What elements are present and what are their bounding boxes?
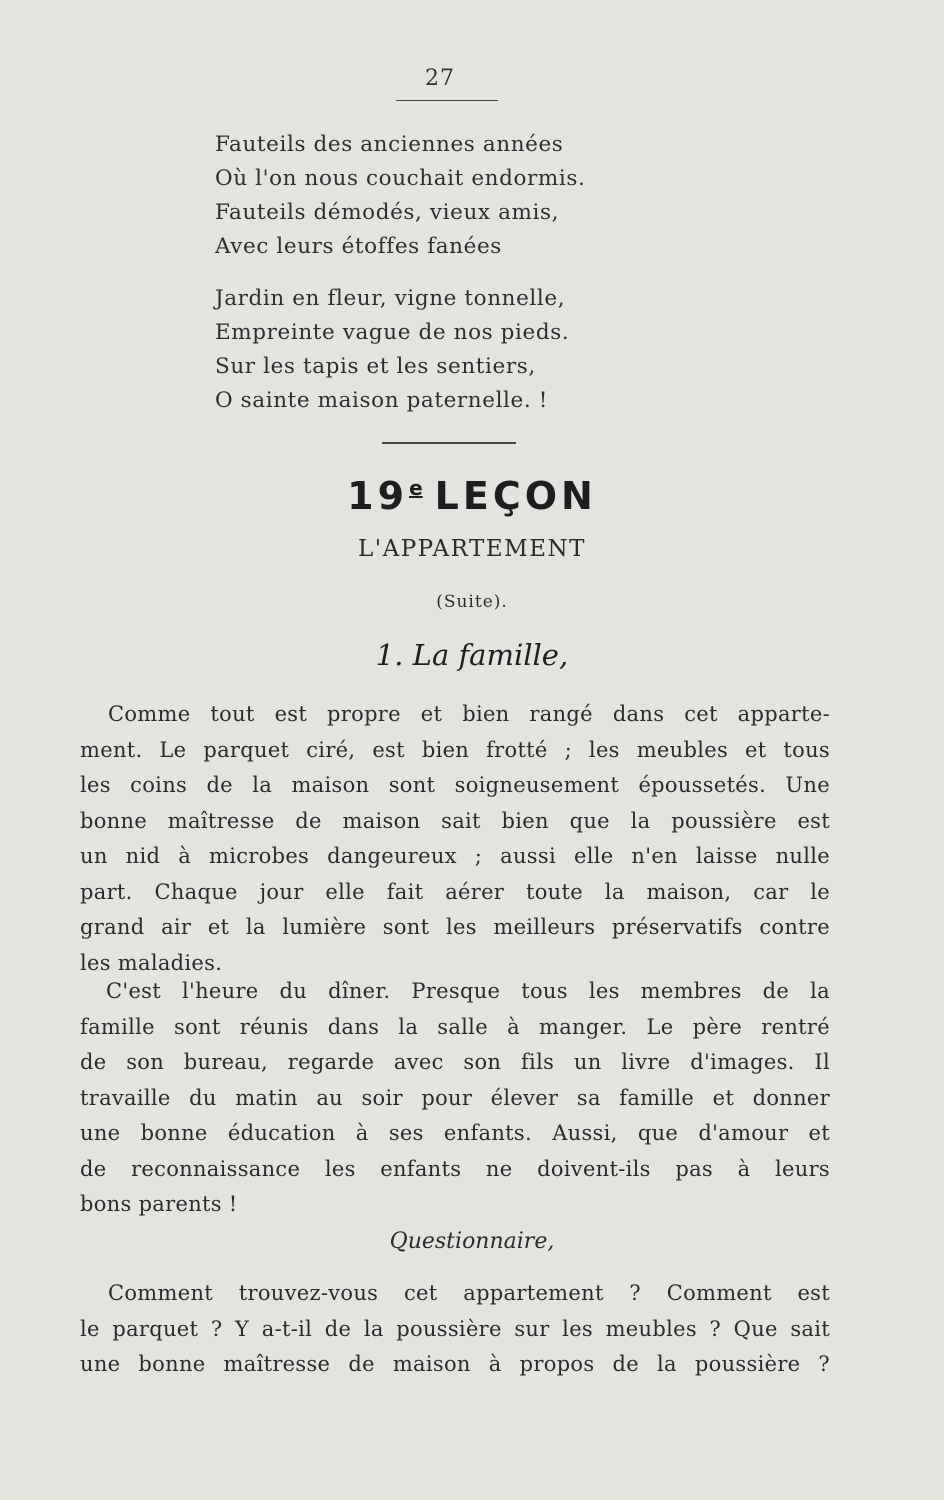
section-divider [382, 442, 516, 444]
paragraph-line: de son bureau, regarde avec son fils un livre d'images. Il [80, 1050, 830, 1074]
paragraph-line: travaille du matin au soir pour élever sa famille et donner [80, 1085, 830, 1110]
questionnaire-line: le parquet ? Y a-t-il de la poussière sur les meubles ? Que sait [80, 1316, 830, 1341]
paragraph-line: les maladies. [80, 950, 223, 975]
paragraph-line: bonne maîtresse de maison sait bien que la poussière est [80, 808, 830, 833]
paragraph-line: les coins de la maison sont soigneusement époussetés. Une [80, 773, 830, 797]
paragraph-line: part. Chaque jour elle fait aérer toute la maison, car le [80, 879, 830, 904]
page-number-rule [396, 100, 498, 101]
poem-line: Fauteils démodés, vieux amis, [215, 200, 560, 225]
paragraph-1 [80, 697, 830, 981]
paragraph-line: bons parents ! [80, 1192, 238, 1216]
poem-stanza-1 [215, 128, 775, 264]
poem-line: Fauteils des anciennes années [215, 132, 564, 157]
lesson-title [272, 474, 672, 518]
paragraph-line: Comme tout est propre et bien rangé dans cet apparte- [108, 702, 830, 726]
paragraph-line: un nid à microbes dangeureux ; aussi elle n'en laisse nulle [80, 844, 830, 868]
questionnaire-line: une bonne maîtresse de maison à propos de la poussière ? [80, 1352, 830, 1376]
poem-stanza-2 [215, 282, 775, 418]
poem-line: Jardin en fleur, vigne tonnelle, [215, 286, 566, 311]
lesson-suite: (Suite). [436, 592, 508, 612]
lesson-subtitle: L'APPARTEMENT [357, 536, 586, 562]
questionnaire-line: Comment trouvez-vous cet appartement ? Comment est [108, 1281, 830, 1305]
poem-line: Où l'on nous couchait endormis. [215, 166, 586, 191]
paragraph-line: de reconnaissance les enfants ne doivent-ils pas à leurs [80, 1156, 830, 1181]
questionnaire-heading: Questionnaire, [389, 1229, 555, 1254]
paragraph-line: C'est l'heure du dîner. Presque tous les membres de la [106, 979, 830, 1003]
lesson-word: LEÇON [434, 474, 597, 518]
section-heading: 1. La famille, [375, 638, 569, 672]
page-number: 27 [425, 66, 455, 91]
lesson-ordinal: e [409, 476, 423, 500]
paragraph-line: une bonne éducation à ses enfants. Aussi, que d'amour et [80, 1121, 830, 1145]
questionnaire-text [80, 1276, 830, 1383]
paragraph-2 [80, 974, 830, 1223]
paragraph-line: ment. Le parquet ciré, est bien frotté ; les meubles et tous [80, 737, 830, 762]
poem-line: Empreinte vague de nos pieds. [215, 320, 570, 345]
poem-line: Sur les tapis et les sentiers, [215, 354, 536, 379]
poem-line: Avec leurs étoffes fanées [215, 234, 502, 259]
paragraph-line: grand air et la lumière sont les meilleurs préservatifs contre [80, 915, 830, 939]
poem-line: O sainte maison paternelle. ! [215, 388, 548, 413]
paragraph-line: famille sont réunis dans la salle à manger. Le père rentré [80, 1014, 830, 1039]
lesson-number: 19 [347, 474, 409, 518]
